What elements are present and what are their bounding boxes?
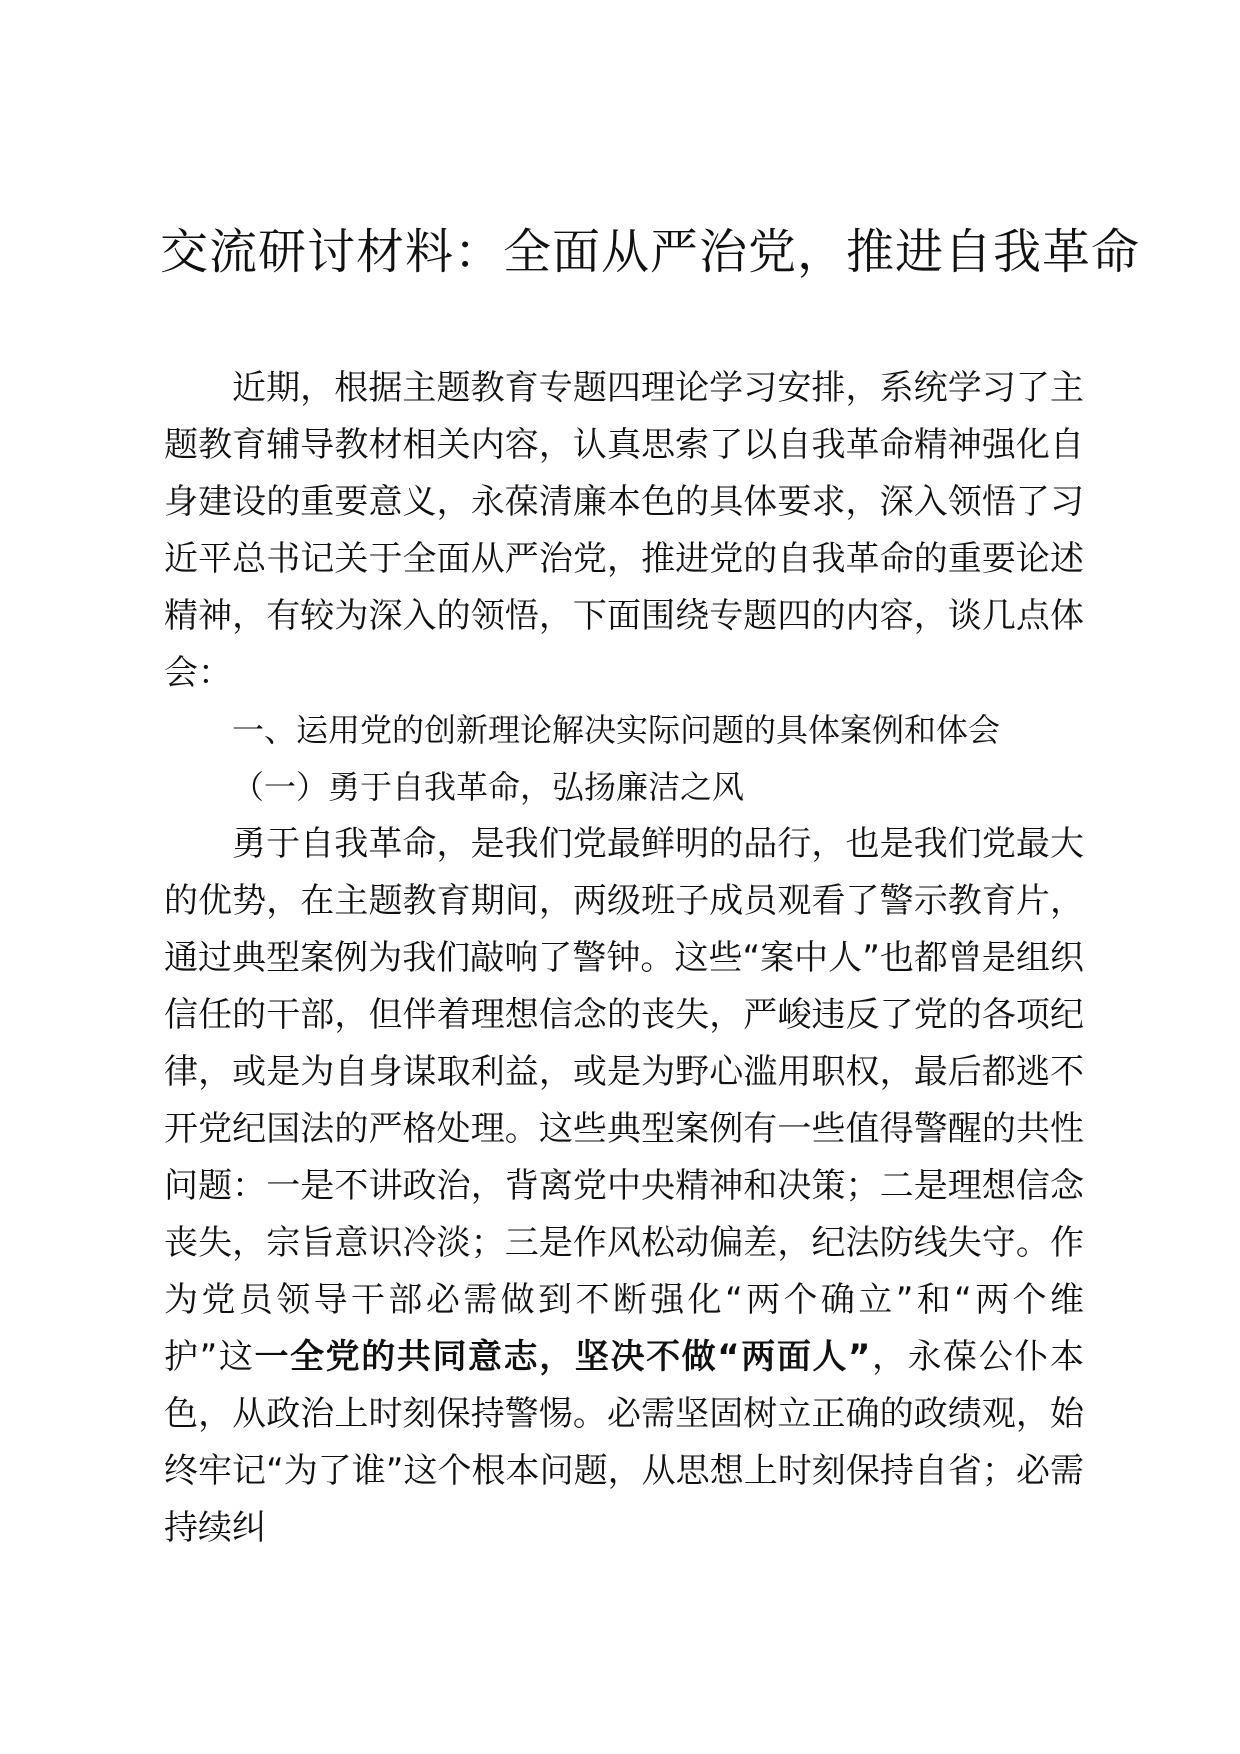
document-body xyxy=(164,360,1084,1557)
paragraph-2-text-part1: 勇于自我革命，是我们党最鲜明的品行，也是我们党最大的优势，在主题教育期间，两级班子成员观看了警示教育片，通过典型案例为我们敲响了警钟。这些“案中人”也都曾是组织信任的干部，但伴着理想信念的丧失，严峻违反了党的各项纪律，或是为自身谋取利益，或是为野心滥用职权，最后都逃不开党纪国法的严格处理。这些典型案例有一些值得警醒的共性问题：一是不讲政治，背离党中央精神和决策；二是理想信念丧失，宗旨意识冷淡；三是作风松动偏差，纪法防线失守。作为党员领导干部必需做到不断强化“两个确立”和“两个维护”这 xyxy=(164,824,1084,1377)
intro-paragraph: 近期，根据主题教育专题四理论学习安排，系统学习了主题教育辅导教材相关内容，认真思索了以自我革命精神强化自身建设的重要意义，永葆清廉本色的具体要求，深入领悟了习近平总书记关于全面从严治党，推进党的自我革命的重要论述精神，有较为深入的领悟，下面围绕专题四的内容，谈几点体会： xyxy=(164,368,1084,693)
section-heading-1: 一、运用党的创新理论解决实际问题的具体案例和体会 xyxy=(232,711,1001,749)
paragraph-2-emphasis: 一全党的共同意志，坚决不做“两面人” xyxy=(254,1337,871,1377)
body-paragraph-2 xyxy=(164,816,1084,1557)
subsection-heading-1: （一）勇于自我革命，弘扬廉洁之风 xyxy=(232,768,745,806)
paragraph-2-text-part2: ，永葆公仆本色，从政治上时刻保持警惕。必需坚固树立正确的政绩观，始终牢记“为了谁”这个根本问题，从思想上时刻保持自省；必需持续纠 xyxy=(164,1337,1084,1548)
document-title: 交流研讨材料：全面从严治党，推进自我革命 xyxy=(160,224,1141,280)
